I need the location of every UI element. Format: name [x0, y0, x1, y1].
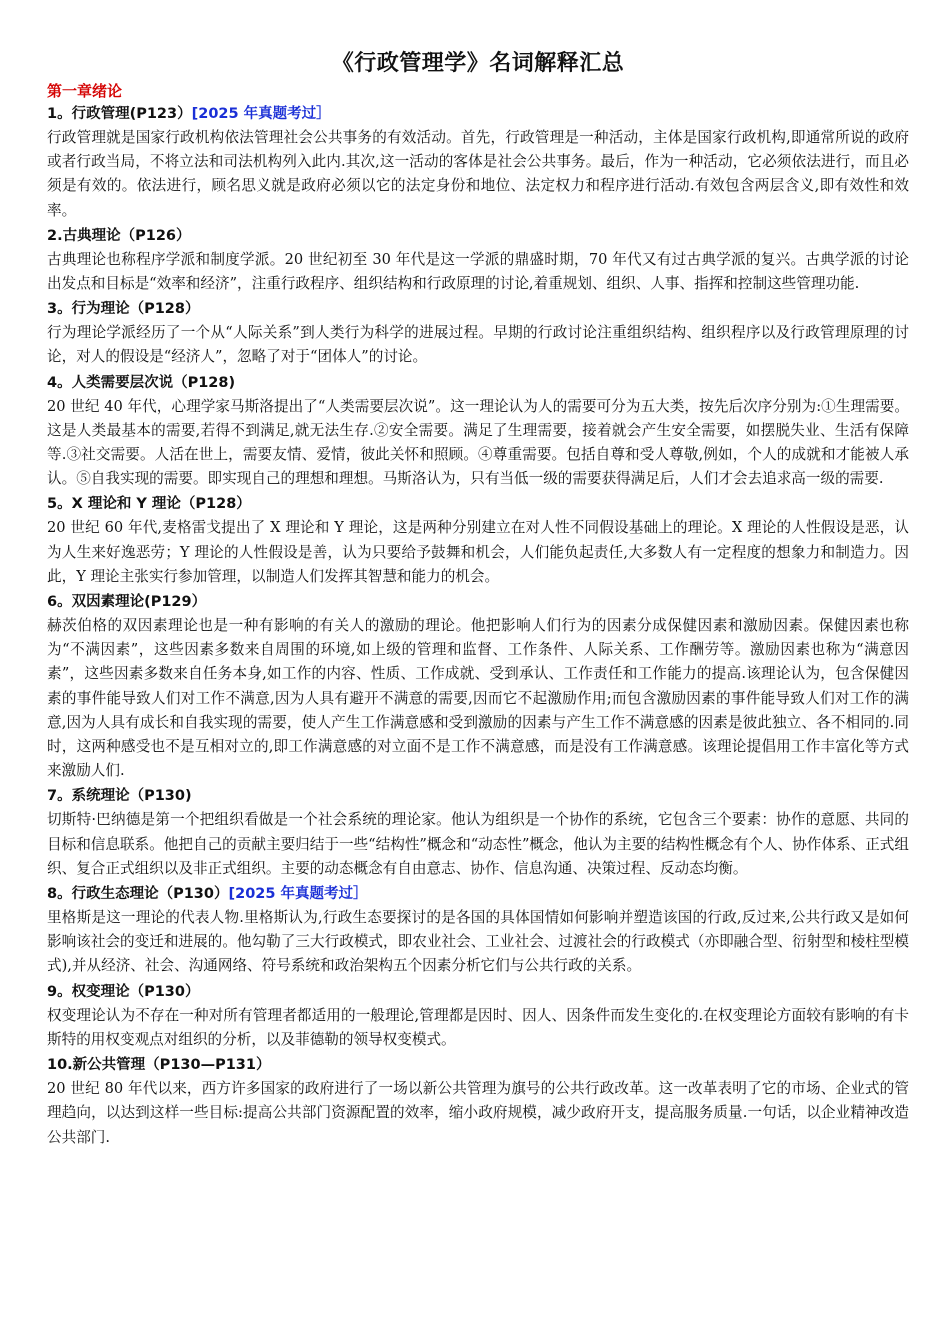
term-entry-8 — [47, 882, 909, 979]
term-entry-10 — [47, 1053, 909, 1150]
term-entry-3 — [47, 297, 909, 369]
term-definition: 赫茨伯格的双因素理论也是一种有影响的有关人的激励的理论。他把影响人们行为的因素分成保健因素和激励因素。保健因素也称为“不满因素”，这些因素多数来自周围的环境,如上级的管理和监督、工作条件、人际关系、工作酬劳等。激励因素也称为“满意因素”，这些因素多数来自任务本身,如工作的内容、性质、工作成就、受到承认、工作责任和工作能力的提高.该理论认为，包含保健因素的事件能导致人们对工作不满意,因为人具有避开不满意的需要,因而它不起激励作用;而包含激励因素的事件能导致人们对工作的满意,因为人具有成长和自我实现的需要，使人产生工作满意感和受到激励的因素与产生工作不满意感的因素是彼此独立、各不相同的.同时，这两种感受也不是互相对立的,即工作满意感的对立面不是工作不满意感，而是没有工作满意感。该理论提倡用工作丰富化等方式来激励人们. — [47, 617, 909, 780]
term-heading-text: 6。双因素理论(P129） — [47, 594, 207, 611]
term-entry-9 — [47, 980, 909, 1052]
term-heading — [47, 882, 909, 906]
term-definition: 切斯特·巴纳德是第一个把组织看做是一个社会系统的理论家。他认为组织是一个协作的系统，它包含三个要素：协作的意愿、共同的目标和信息联系。他把自己的贡献主要归结于一些“结构性”概念和“动态性”概念，他认为主要的结构性概念有个人、协作体系、正式组织、复合正式组织以及非正式组织。主要的动态概念有自由意志、协作、信息沟通、决策过程、反动态均衡。 — [47, 811, 909, 877]
term-definition: 20 世纪 60 年代,麦格雷戈提出了 X 理论和 Y 理论，这是两种分别建立在对人性不同假设基础上的理论。X 理论的人性假设是恶，认为人生来好逸恶劳；Y 理论的人性假设是善，认为只要给予鼓舞和机会，人们能负起责任,大多数人有一定程度的想象力和制造力。因此，Y 理论主张实行参加管理，以制造人们发挥其智慧和能力的机会。 — [47, 519, 909, 585]
term-heading — [47, 224, 909, 248]
term-heading-text: 10.新公共管理（P130—P131） — [47, 1057, 271, 1074]
term-heading — [47, 492, 909, 516]
chapter-title: 第一章绪论 — [47, 82, 123, 100]
term-heading — [47, 1053, 909, 1077]
term-heading — [47, 590, 909, 614]
term-entry-6 — [47, 590, 909, 783]
term-entry-7 — [47, 784, 909, 881]
term-heading-text: 8。行政生态理论（P130） — [47, 886, 229, 903]
term-entry-2 — [47, 224, 909, 296]
term-heading-text: 1。行政管理(P123） — [47, 106, 192, 122]
term-entry-5 — [47, 492, 909, 589]
term-definition: 20 世纪 80 年代以来，西方许多国家的政府进行了一场以新公共管理为旗号的公共行政改革。这一改革表明了它的市场、企业式的管理趋向，以达到这样一些目标:提高公共部门资源配置的效率，缩小政府规模，减少政府开支，提高服务质量.一句话，以企业精神改造公共部门. — [47, 1080, 909, 1146]
term-definition: 行为理论学派经历了一个从“人际关系”到人类行为科学的进展过程。早期的行政讨论注重组织结构、组织程序以及行政管理原理的讨论，对人的假设是“经济人”，忽略了对于“团体人”的讨论。 — [47, 324, 909, 366]
term-heading — [47, 102, 909, 126]
term-heading-text: 9。权变理论（P130） — [47, 983, 200, 1000]
term-heading — [47, 980, 909, 1004]
term-definition: 行政管理就是国家行政机构依法管理社会公共事务的有效活动。首先，行政管理是一种活动，主体是国家行政机构,即通常所说的政府或者行政当局，不将立法和司法机构列入此内.其次,这一活动的客体是社会公共事务。最后，作为一种活动，它必须依法进行，而且必须是有效的。依法进行，顾名思义就是政府必须以它的法定身份和地位、法定权力和程序进行活动.有效包含两层含义,即有效性和效率。 — [47, 129, 909, 219]
term-heading-text: 3。行为理论（P128） — [47, 301, 200, 318]
term-definition: 古典理论也称程序学派和制度学派。20 世纪初至 30 年代是这一学派的鼎盛时期，70 年代又有过古典学派的复兴。古典学派的讨论出发点和目标是“效率和经济”，注重行政程序、组织结构和行政原理的讨论,着重规划、组织、人事、指挥和控制这些管理功能. — [47, 250, 909, 293]
term-heading-text: 2.古典理论（P126） — [47, 227, 191, 244]
term-heading — [47, 297, 909, 321]
term-entry-4 — [47, 371, 909, 492]
exam-tag: [2025 年真题考过］ — [228, 886, 368, 903]
term-definition: 权变理论认为不存在一种对所有管理者都适用的一般理论,管理都是因时、因人、因条件而发生变化的.在权变理论方面较有影响的有卡斯特的用权变观点对组织的分析，以及菲德勒的领导权变模式。 — [47, 1006, 909, 1048]
term-heading — [47, 371, 909, 395]
term-heading-text: 7。系统理论（P130) — [47, 788, 192, 805]
term-heading-text: 4。人类需要层次说（P128) — [47, 374, 236, 391]
term-definition: 里格斯是这一理论的代表人物.里格斯认为,行政生态要探讨的是各国的具体国情如何影响并塑造该国的行政,反过来,公共行政又是如何影响该社会的变迁和进展的。他勾勒了三大行政模式，即农业社会、工业社会、过渡社会的行政模式（亦即融合型、衍射型和棱柱型模式),并从经济、社会、沟通网络、符号系统和政治架构五个因素分析它们与公共行政的关系。 — [47, 909, 909, 975]
term-heading-text: 5。X 理论和 Y 理论（P128） — [47, 496, 251, 513]
exam-tag: [2025 年真题考过］ — [191, 106, 331, 122]
document-page — [47, 48, 909, 1151]
term-entry-1 — [47, 102, 909, 223]
term-definition: 20 世纪 40 年代，心理学家马斯洛提出了“人类需要层次说”。这一理论认为人的需要可分为五大类，按先后次序分别为:①生理需要。这是人类最基本的需要,若得不到满足,就无法生存.②安全需要。满足了生理需要，接着就会产生安全需要，如摆脱失业、生活有保障等.③社交需要。人活在世上，需要友情、爱情，彼此关怀和照顾。④尊重需要。包括自尊和受人尊敬,例如，个人的成就和才能被人承认。⑤自我实现的需要。即实现自己的理想和理想。马斯洛认为，只有当低一级的需要获得满足后，人们才会去追求高一级的需要. — [47, 397, 909, 488]
document-title: 《行政管理学》名词解释汇总 — [331, 51, 625, 76]
term-heading — [47, 784, 909, 808]
